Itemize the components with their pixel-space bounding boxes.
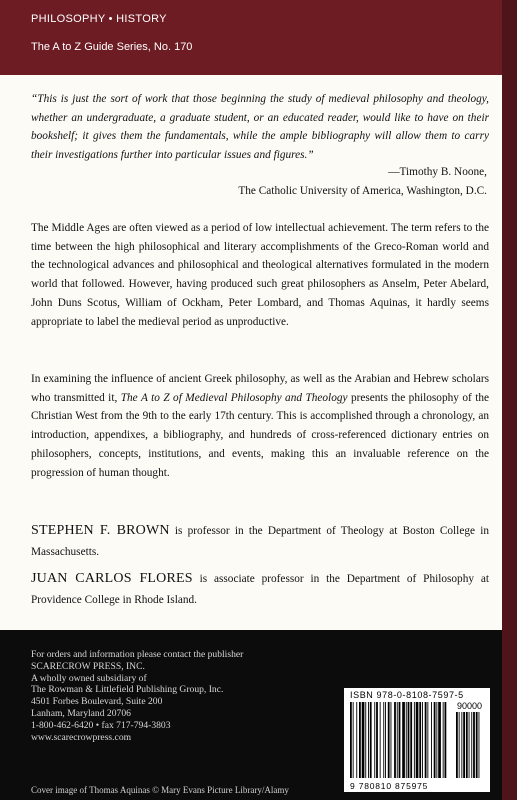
barcode-bar — [416, 702, 419, 778]
author-bio-2 — [31, 568, 489, 611]
series-name: The A to Z Guide Series, No. 170 — [31, 41, 193, 53]
description-paragraph-1: The Middle Ages are often viewed as a period of low intellectual achievement. The term refers to the time between the high philosophical and literary accomplishments of the Greco-Roman world and the technological advances and philosophical and theological alternatives formulated in the modern world that followed. However, having produced such great philosophers as Anselm, Peter Abelard, John Duns Scotus, William of Ockham, Peter Lombard, and Thomas Aquinas, it hardly seems appropriate to label the medieval period as unproductive. — [31, 222, 489, 328]
barcode-bar — [370, 702, 372, 778]
publisher-name: SCARECROW PRESS, INC. — [31, 660, 145, 672]
barcode-bar — [394, 702, 396, 778]
barcode-bar — [427, 702, 428, 778]
endorsement-author: —Timothy B. Noone, — [388, 166, 487, 178]
barcode-bar — [408, 702, 410, 778]
barcode-bar — [466, 712, 468, 778]
quote-text: “This is just the sort of work that those beginning the study of medieval philosophy and theology, whether an undergraduate, a graduate student, or an educated reader, would like to have on their bookshelf; it gives them the fundamentals, while the ample bibliography will allow them to carry their investigations further into particular issues and figures.” — [31, 93, 489, 162]
barcode-bar — [385, 702, 386, 778]
barcode-bar — [374, 702, 375, 778]
publisher-line-6: www.scarecrowpress.com — [31, 731, 132, 743]
barcode-bar — [410, 702, 412, 778]
barcode-bar — [397, 702, 398, 778]
barcode-bar — [422, 702, 423, 778]
barcode-bar — [356, 702, 357, 778]
header-band — [0, 0, 502, 75]
barcode-bar — [443, 702, 444, 778]
barcode-bar — [463, 712, 465, 778]
cover-image-credit: Cover image of Thomas Aquinas © Mary Evans Picture Library/Alamy — [31, 785, 289, 795]
series-category: PHILOSOPHY • HISTORY — [31, 13, 167, 25]
author-bio-1 — [31, 520, 489, 563]
barcode-bar — [380, 702, 381, 778]
barcode-bar — [388, 702, 390, 778]
barcode-bar — [414, 702, 415, 778]
barcode-bar — [476, 712, 478, 778]
publisher-line-2: The Rowman & Littlefield Publishing Group, Inc. — [31, 684, 224, 696]
barcode-bar — [459, 712, 460, 778]
barcode-bar — [469, 712, 470, 778]
author-name-1: STEPHEN F. BROWN — [31, 523, 170, 538]
barcode-bar — [419, 702, 421, 778]
author-bio-text-2: is associate professor in the Department of Philosophy at Providence College in Rhode Island. — [31, 573, 489, 606]
barcode-bar — [406, 702, 407, 778]
barcode-bar — [365, 702, 366, 778]
publisher-intro: For orders and information please contact the publisher — [31, 649, 244, 660]
barcode-bar — [376, 702, 378, 778]
barcode-bar — [383, 702, 384, 778]
barcode-bar — [431, 702, 432, 778]
paragraph2-lead: In examining the influence of ancient Greek philosophy, as well as the Arabian and Hebrew scholars who transmitted it, — [31, 373, 489, 404]
barcode-bar — [479, 712, 480, 778]
isbn-text: ISBN 978-0-8108-7597-5 — [350, 690, 464, 700]
ean-digits: 9 780810 875975 — [350, 781, 429, 791]
barcode-bar — [436, 702, 437, 778]
author-name-2: JUAN CARLOS FLORES — [31, 571, 193, 586]
barcode-bar — [391, 702, 392, 778]
barcode-bar — [353, 702, 354, 778]
barcode-bar — [402, 702, 405, 778]
barcode-bar — [350, 702, 352, 778]
publisher-line-5: 1-800-462-6420 • fax 717-794-3803 — [31, 719, 171, 731]
barcode-bar — [445, 702, 447, 778]
barcode-bar — [471, 712, 472, 778]
publisher-info — [31, 649, 243, 743]
endorsement-quote — [31, 90, 489, 165]
paragraph2-rest: presents the philosophy of the Christian West from the 9th to the early 17th century. This is accomplished through a chronology, an introduction, appendixes, a bibliography, and hundreds of cross-referenced dictionary entries on philosophers, concepts, institutions, and events, making this an invaluable reference on the progression of human thought. — [31, 391, 489, 479]
barcode-bar — [434, 702, 436, 778]
barcode-bar — [399, 702, 401, 778]
barcode-bar — [456, 712, 458, 778]
description-paragraph-2 — [31, 370, 489, 482]
spine-edge — [502, 0, 517, 800]
barcode-bar — [425, 702, 427, 778]
barcode-bar — [438, 702, 441, 778]
publisher-line-3: 4501 Forbes Boulevard, Suite 200 — [31, 696, 163, 708]
barcode-bar — [473, 712, 475, 778]
price-code: 90000 — [457, 701, 483, 711]
barcode-bar — [359, 702, 361, 778]
endorsement-affiliation: The Catholic University of America, Washington, D.C. — [238, 185, 487, 197]
barcode-bar — [368, 702, 369, 778]
barcode-bar — [461, 712, 462, 778]
publisher-line-1: A wholly owned subsidiary of — [31, 672, 147, 684]
publisher-line-4: Lanham, Maryland 20706 — [31, 707, 131, 719]
author-bio-text-1: is professor in the Department of Theology at Boston College in Massachusetts. — [31, 525, 489, 558]
book-title: The A to Z of Medieval Philosophy and Theology — [120, 391, 348, 404]
barcode-bar — [362, 702, 365, 778]
